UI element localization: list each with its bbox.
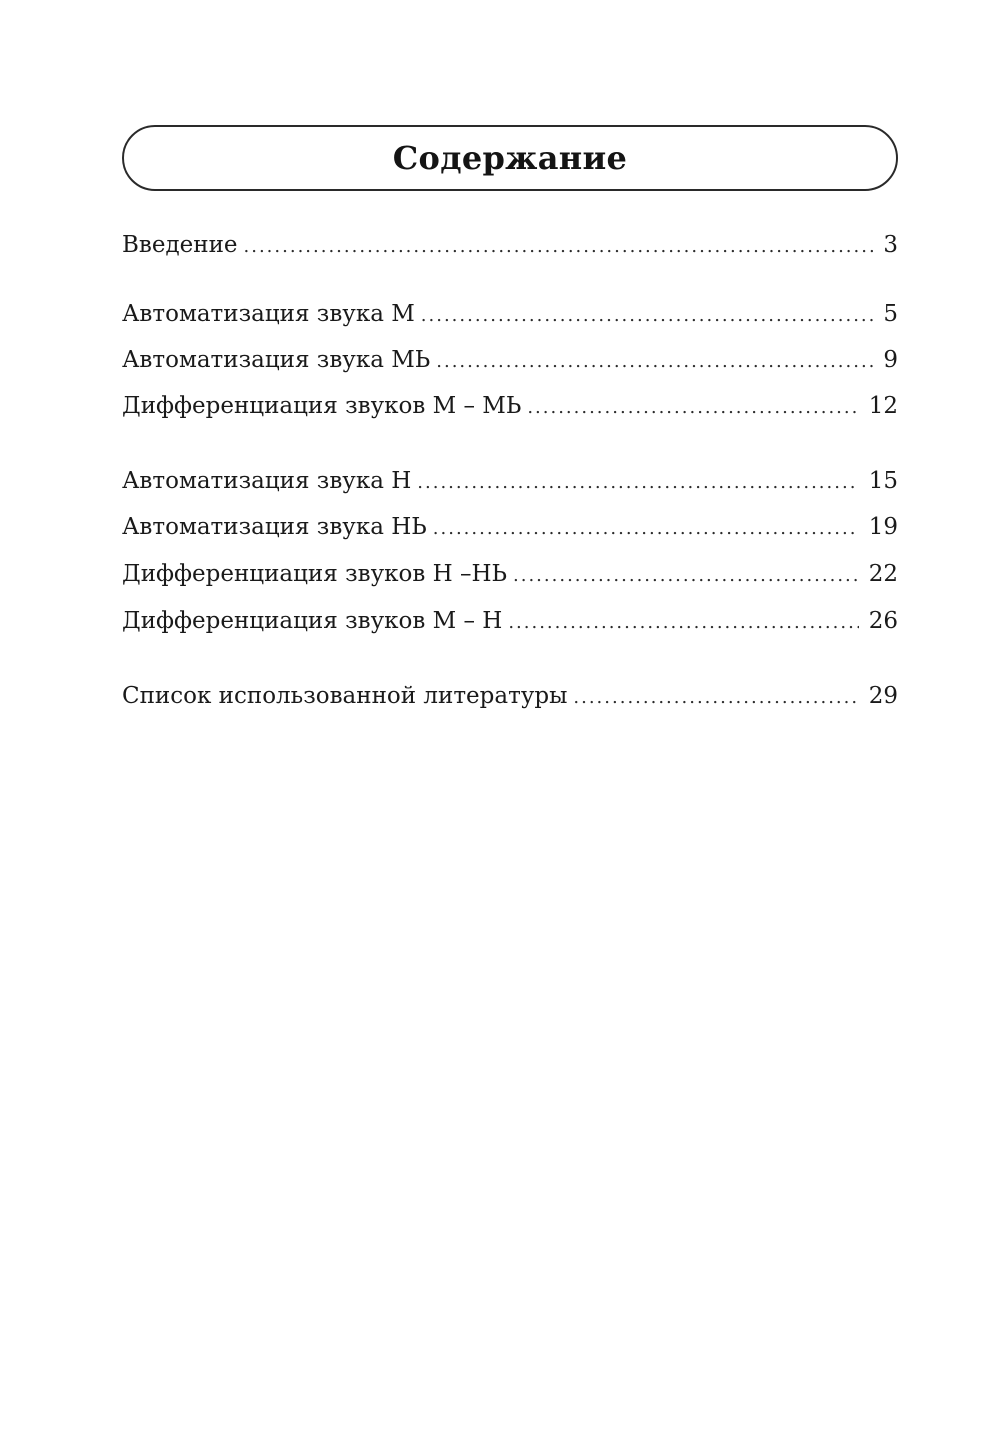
toc-entry-label: Дифференциация звуков М – МЬ — [122, 393, 522, 419]
toc-entry-page: 22 — [868, 561, 898, 587]
toc-entry-label: Автоматизация звука НЬ — [122, 514, 427, 540]
title-frame — [122, 125, 898, 191]
toc-entry-page: 29 — [868, 683, 898, 709]
toc-entry-m[interactable] — [122, 301, 898, 335]
toc-leader-dots — [573, 687, 858, 708]
toc-leader-dots — [508, 612, 858, 633]
toc-entry-label: Дифференциация звуков Н –НЬ — [122, 561, 508, 587]
toc-entry-label: Автоматизация звука Н — [122, 468, 412, 494]
toc-entry-bibliography[interactable] — [122, 683, 898, 717]
toc-entry-m-soft[interactable] — [122, 347, 898, 381]
toc-entry-page: 15 — [868, 468, 898, 494]
toc-leader-dots — [421, 305, 874, 326]
toc-entry-page: 26 — [868, 608, 898, 634]
page-title: Содержание — [392, 139, 628, 177]
toc-leader-dots — [436, 351, 873, 372]
toc-entry-label: Список использованной литературы — [122, 683, 568, 709]
toc-entry-page: 5 — [883, 301, 898, 327]
toc-leader-dots — [527, 397, 858, 418]
toc-entry-page: 3 — [883, 232, 898, 258]
toc-entry-n-differentiation[interactable] — [122, 561, 898, 595]
toc-leader-dots — [433, 518, 859, 539]
toc-entry-introduction[interactable] — [122, 232, 898, 266]
toc-leader-dots — [244, 236, 874, 257]
toc-entry-page: 12 — [868, 393, 898, 419]
toc-entry-n[interactable] — [122, 468, 898, 502]
toc-entry-page: 9 — [883, 347, 898, 373]
toc-entry-n-soft[interactable] — [122, 514, 898, 548]
toc-leader-dots — [417, 472, 858, 493]
toc-entry-m-differentiation[interactable] — [122, 393, 898, 427]
toc-entry-m-n-differentiation[interactable] — [122, 608, 898, 642]
toc-entry-page: 19 — [868, 514, 898, 540]
toc-entry-label: Автоматизация звука МЬ — [122, 347, 431, 373]
toc-leader-dots — [513, 565, 859, 586]
toc-entry-label: Дифференциация звуков М – Н — [122, 608, 503, 634]
toc-entry-label: Введение — [122, 232, 238, 258]
toc-entry-label: Автоматизация звука М — [122, 301, 415, 327]
